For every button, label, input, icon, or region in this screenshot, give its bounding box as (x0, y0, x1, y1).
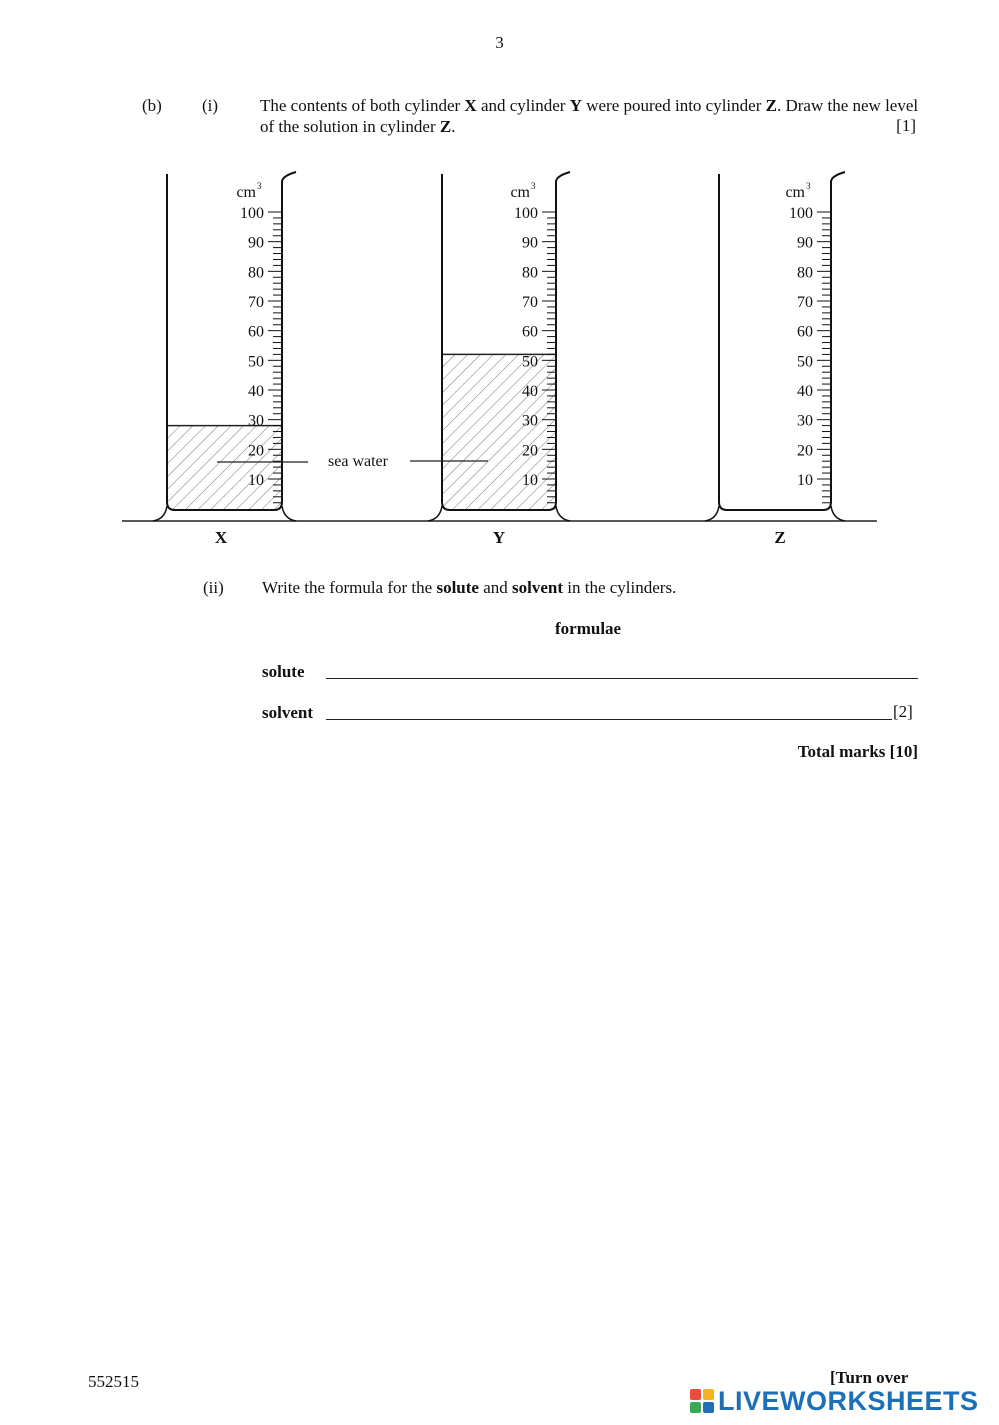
liquid-fill (167, 426, 282, 510)
scale-label-60: 60 (248, 323, 264, 341)
scale-label-70: 70 (522, 294, 538, 311)
solute-answer-input[interactable] (326, 657, 918, 679)
liveworksheets-logo-icon (690, 1389, 714, 1413)
scale-label-90: 90 (522, 234, 538, 252)
scale-label-70: 70 (248, 294, 264, 311)
scale-label-90: 90 (797, 234, 813, 252)
unit-superscript: 3 (806, 181, 811, 191)
logo-square-1 (690, 1389, 701, 1400)
logo-square-2 (703, 1389, 714, 1400)
scale-label-60: 60 (797, 323, 813, 341)
cylinder-wall (719, 172, 845, 510)
unit-label: cm (236, 184, 256, 201)
cylinder-foot (705, 506, 845, 521)
question-ii-marks: [2] (893, 702, 913, 721)
unit-superscript: 3 (257, 181, 262, 191)
page-number: 3 (495, 33, 504, 52)
unit-label: cm (785, 184, 805, 201)
liveworksheets-logo (690, 1383, 979, 1419)
logo-square-3 (690, 1402, 701, 1413)
cylinder-y (428, 172, 570, 547)
turn-over: [Turn over (830, 1368, 909, 1387)
scale-label-10: 10 (522, 472, 538, 489)
logo-square-4 (703, 1402, 714, 1413)
subquestion-i-label: (i) (202, 96, 219, 115)
total-marks: Total marks [10] (797, 742, 918, 761)
scale-label-30: 30 (522, 412, 538, 430)
scale-label-30: 30 (248, 412, 264, 430)
scale-label-40: 40 (522, 383, 538, 400)
unit-label: cm (510, 184, 530, 201)
scale-label-40: 40 (248, 383, 264, 400)
scale-label-80: 80 (248, 264, 264, 282)
measuring-cylinders-diagram (0, 160, 999, 560)
cylinder-label-y: Y (492, 528, 506, 547)
scale-label-50: 50 (797, 353, 813, 371)
scale-label-60: 60 (522, 323, 538, 341)
scale-label-50: 50 (248, 353, 264, 371)
scale-label-10: 10 (797, 472, 813, 489)
scale-label-30: 30 (797, 412, 813, 430)
question-i-marks: [1] (896, 116, 916, 135)
scale-label-80: 80 (522, 264, 538, 282)
subquestion-ii-label: (ii) (203, 578, 224, 597)
cylinder-x (153, 172, 296, 547)
sea-water-label: sea water (328, 453, 388, 470)
unit-superscript: 3 (531, 181, 536, 191)
solute-label: solute (262, 662, 305, 681)
scale-label-10: 10 (248, 472, 264, 489)
scale-label-50: 50 (522, 353, 538, 371)
scale-label-90: 90 (248, 234, 264, 252)
scale-label-100: 100 (514, 205, 538, 222)
scale-label-70: 70 (797, 294, 813, 311)
scale-label-80: 80 (797, 264, 813, 282)
liquid-fill (442, 354, 556, 510)
paper-code: 552515 (88, 1372, 139, 1391)
scale-label-20: 20 (797, 442, 813, 460)
question-part-label: (b) (142, 96, 162, 115)
scale-label-100: 100 (789, 205, 813, 222)
solvent-answer-input[interactable] (326, 698, 892, 720)
scale-label-40: 40 (797, 383, 813, 400)
scale-label-100: 100 (240, 205, 264, 222)
formulae-heading: formulae (555, 619, 622, 638)
cylinder-label-x: X (214, 528, 228, 547)
question-ii-text: Write the formula for the solute and solvent in the cylinders. (262, 578, 677, 597)
cylinder-z (705, 172, 845, 547)
scale-label-20: 20 (248, 442, 264, 460)
logo-text: LIVEWORKSHEETS (718, 1385, 979, 1416)
cylinder-label-z: Z (774, 528, 786, 547)
question-i-text: The contents of both cylinder X and cylinder Y were poured into cylinder Z. Draw the new level of the solution in cylinder Z. (260, 96, 919, 136)
solvent-label: solvent (262, 703, 313, 722)
scale-label-20: 20 (522, 442, 538, 460)
